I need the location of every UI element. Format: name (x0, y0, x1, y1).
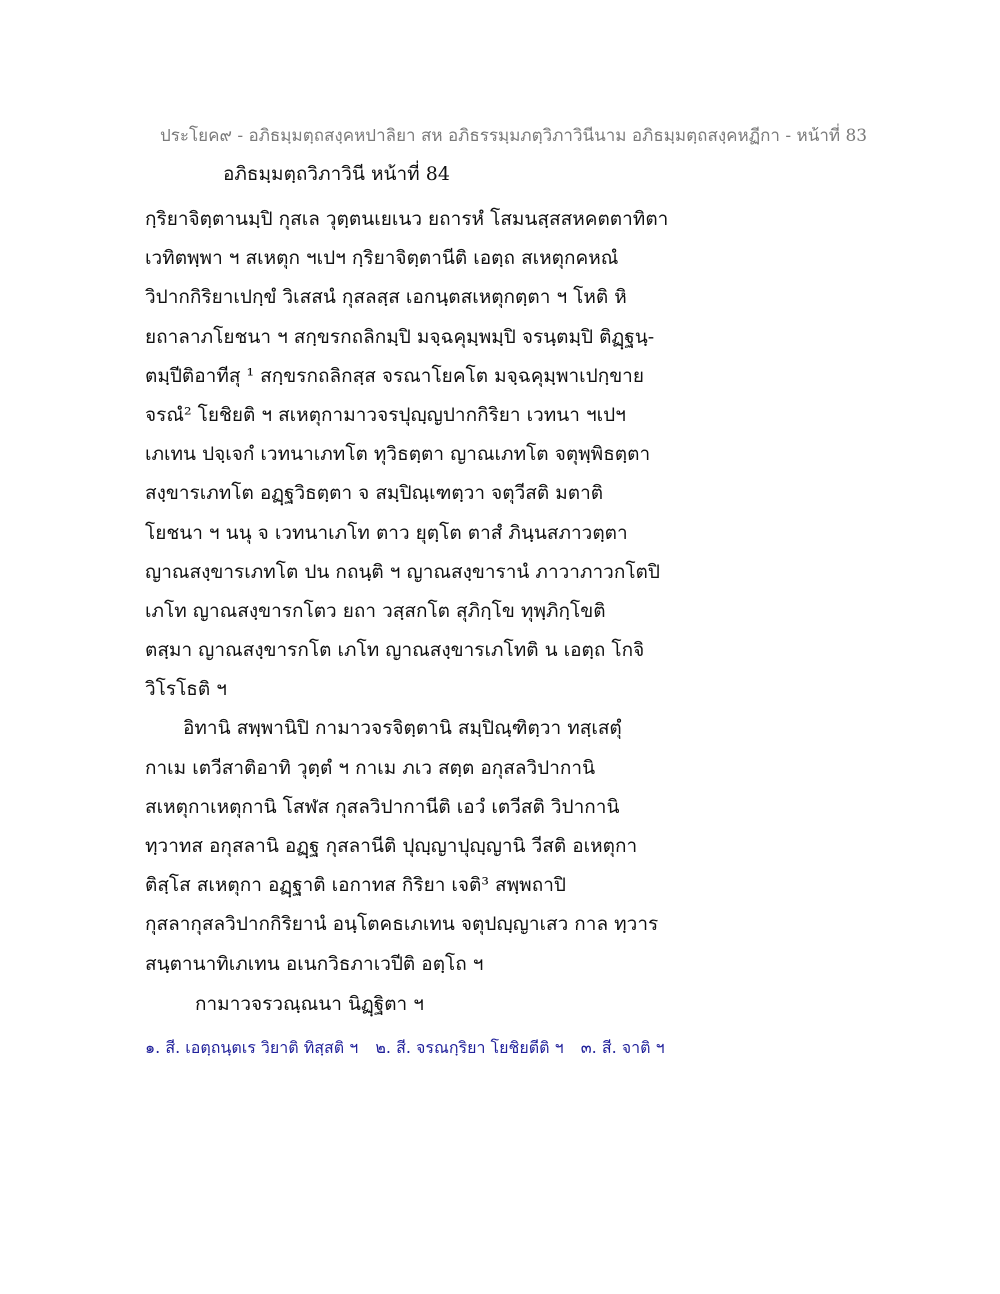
text-line: สเหตุกาเหตุกานิ โสฬส กุสลวิปากานีติ เอวํ เตวีสติ วิปากานิ (145, 795, 620, 818)
footnote-3: ๓. สี. จาติ ฯ (580, 1038, 665, 1057)
text-line: อิทานิ สพฺพานิปิ กามาวจรจิตฺตานิ สมฺปิณฺฑิตฺวา ทสฺเสตุํ (183, 717, 622, 740)
text-line: วิปากกิริยาเปกฺขํ วิเสสนํ กุสลสฺส เอกนฺตสเหตุกตฺตา ฯ โหติ หิ (145, 286, 627, 309)
running-header: ประโยค๙ - อภิธมฺมตฺถสงฺคหปาลิยา สห อภิธรรมฺมภตฺวิภาวินีนาม อภิธมฺมตฺถสงฺคหฏีกา - หน้าที่ 83 (160, 126, 868, 146)
section-end-line: กามาวจรวณฺณนา นิฏฺฐิตา ฯ (195, 993, 424, 1015)
text-line: เภโท ญาณสงฺขารกโตว ยถา วสฺสกโต สุภิกฺโข ทุพฺภิกฺโขติ (145, 599, 606, 622)
text-line: เวทิตพฺพา ฯ สเหตุก ฯเปฯ กฺริยาจิตฺตานีติ เอตฺถ สเหตุกคหณํ (145, 247, 619, 270)
text-line: กฺริยาจิตฺตานมฺปิ กุสเล วุตฺตนเยเนว ยถารหํ โสมนสฺสสหคตตาทิตา (145, 208, 669, 230)
text-line: วิโรโธติ ฯ (145, 678, 227, 701)
text-line: จรณํ² โยชิยติ ฯ สเหตุกามาวจรปุญฺญปากกิริยา เวทนา ฯเปฯ (145, 403, 626, 426)
text-line: ตมฺปีติอาทีสุ ¹ สกฺขรกถลิกสฺส จรณาโยคโต มจฺฉคุมฺพาเปกฺขาย (145, 364, 644, 387)
text-line: ตสฺมา ญาณสงฺขารกโต เภโท ญาณสงฺขารเภโทติ น เอตฺถ โกจิ (145, 639, 645, 662)
text-line: สงฺขารเภทโต อฏฺฐวิธตฺตา จ สมฺปิณฺเฑตฺวา จตุวีสติ มตาติ (145, 482, 604, 505)
footnotes (145, 1036, 677, 1060)
text-line: ญาณสงฺขารเภทโต ปน กถนฺติ ฯ ญาณสงฺขารานํ ภาวาภาวกโตปิ (145, 560, 660, 583)
text-line: สนฺตานาทิเภเทน อเนกวิธภาเวปีติ อตฺโถ ฯ (145, 952, 484, 975)
page-heading: อภิธมฺมตฺถวิภาวินี หน้าที่ 84 (223, 163, 450, 185)
footnote-2: ๒. สี. จรณกฺริยา โยชิยตีติ ฯ (375, 1038, 564, 1057)
text-line: ยถาลาภโยชนา ฯ สกฺขรกถลิกมฺปิ มจฺฉคุมฺพมฺปิ จรนฺตมฺปิ ติฏฺฐนฺ- (145, 325, 655, 348)
text-line: ติสฺโส สเหตุกา อฏฺฐาติ เอกาทส กิริยา เจติ³ สพฺพถาปิ (145, 874, 566, 897)
text-line: ทฺวาทส อกุสลานิ อฏฺฐ กุสลานีติ ปุญฺญาปุญฺญานิ วีสติ อเหตุกา (145, 835, 638, 857)
text-line: เภเทน ปจฺเจกํ เวทนาเภทโต ทุวิธตฺตา ญาณเภทโต จตุพฺพิธตฺตา (145, 443, 651, 466)
text-line: กาเม เตวีสาติอาทิ วุตฺตํ ฯ กาเม ภเว สตฺต อกุสลวิปากานิ (145, 756, 596, 779)
footnote-1: ๑. สี. เอตฺถนฺตเร วิยาติ ทิสฺสติ ฯ (145, 1038, 359, 1057)
body-text (145, 200, 685, 984)
text-line: โยชนา ฯ นนุ จ เวทนาเภโท ตาว ยุตฺโต ตาสํ ภินฺนสภาวตฺตา (145, 521, 628, 544)
text-line: กุสลากุสลวิปากกิริยานํ อนฺโตคธเภเทน จตุปญฺญาเสว กาล ทฺวาร (145, 913, 659, 936)
